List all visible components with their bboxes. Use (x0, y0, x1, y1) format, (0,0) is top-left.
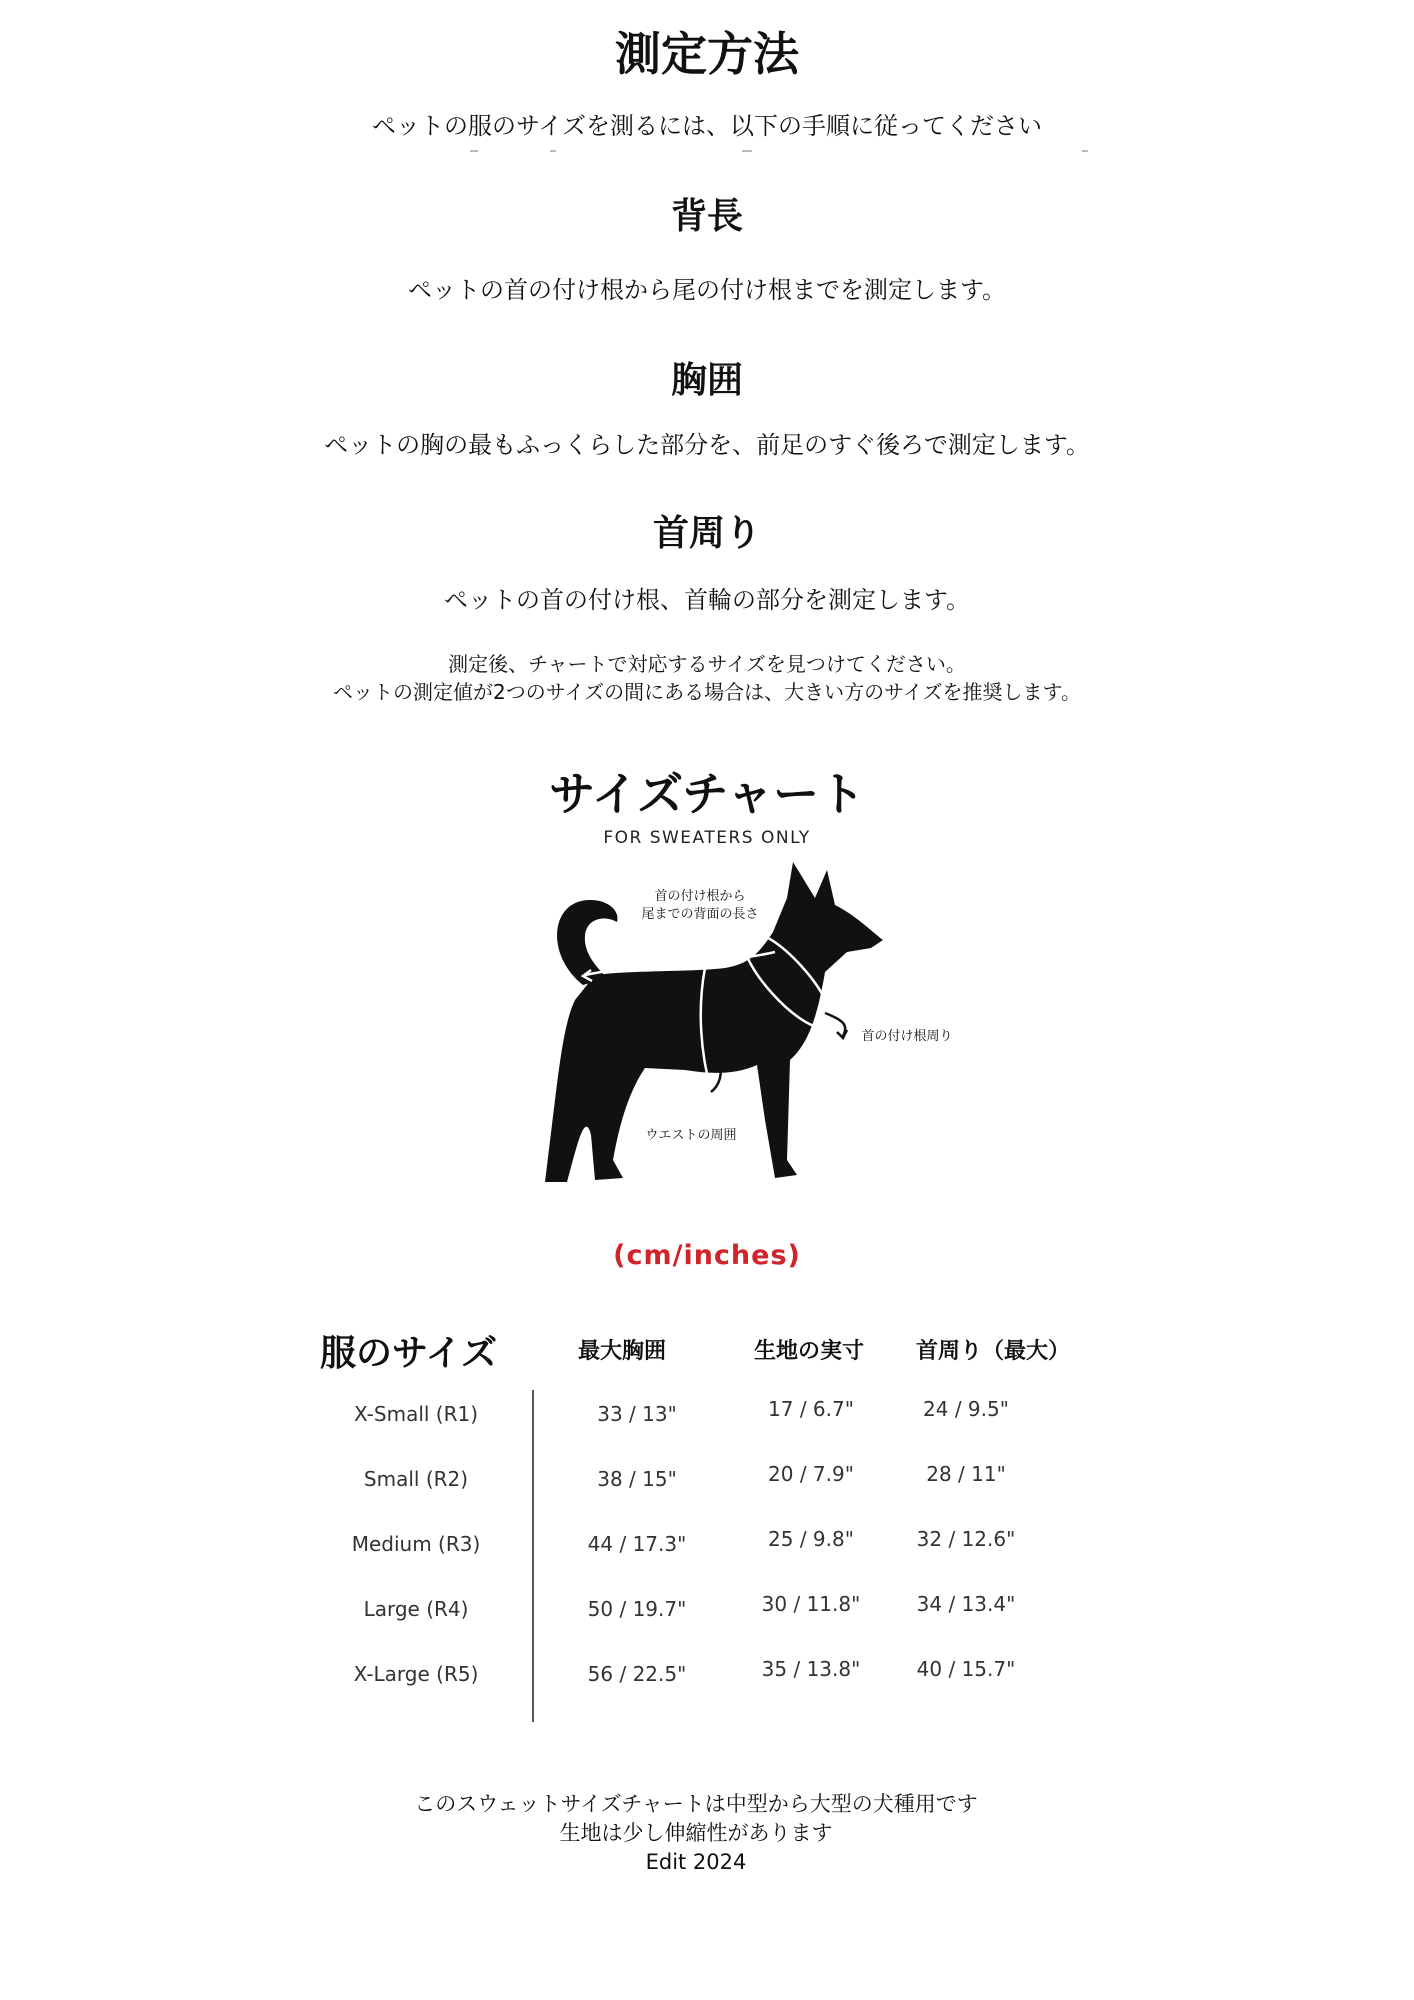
table-cell-neck: 28 / 11" (926, 1462, 1006, 1486)
intro-text: ペットの服のサイズを測るには、以下の手順に従ってください (371, 112, 1043, 140)
table-cell-neck: 40 / 15.7" (916, 1657, 1016, 1681)
dog-label-back-line: 尾までの背面の長さ (641, 907, 759, 922)
table-cell-neck: 24 / 9.5" (923, 1397, 1009, 1421)
table-header-chest: 最大胸囲 (578, 1339, 667, 1364)
table-cell-size: Large (R4) (363, 1597, 469, 1621)
section-heading-chest: 胸囲 (670, 360, 743, 401)
measure-note (0, 650, 1414, 706)
table-cell-chest: 50 / 19.7" (587, 1597, 687, 1621)
table-header-length: 生地の実寸 (754, 1339, 865, 1364)
table-header-neck: 首周り（最大） (916, 1339, 1071, 1364)
table-cell-length: 25 / 9.8" (768, 1527, 854, 1551)
page-title: 測定方法 (615, 27, 799, 81)
dog-label-waist: ウエストの周囲 (645, 1128, 737, 1143)
footer-line: このスウェットサイズチャートは中型から大型の犬種用です (414, 1792, 978, 1816)
table-cell-size: X-Large (R5) (353, 1662, 479, 1686)
table-cell-neck: 32 / 12.6" (916, 1527, 1016, 1551)
table-cell-chest: 38 / 15" (597, 1467, 677, 1491)
section-heading-neck: 首周り (652, 513, 761, 554)
table-cell-length: 17 / 6.7" (768, 1397, 854, 1421)
table-cell-neck: 34 / 13.4" (916, 1592, 1016, 1616)
table-cell-chest: 56 / 22.5" (587, 1662, 687, 1686)
section-text-neck: ペットの首の付け根、首輪の部分を測定します。 (443, 586, 971, 614)
table-cell-length: 35 / 13.8" (761, 1657, 861, 1681)
unit-label: (cm/inches) (613, 1240, 801, 1271)
divider (0, 150, 1414, 152)
table-cell-chest: 44 / 17.3" (587, 1532, 687, 1556)
section-text-back-length: ペットの首の付け根から尾の付け根までを測定します。 (407, 276, 1007, 304)
table-cell-length: 20 / 7.9" (768, 1462, 854, 1486)
footer-line: 生地は少し伸縮性があります (559, 1821, 833, 1845)
table-cell-size: X-Small (R1) (353, 1402, 479, 1426)
dog-label-back-line: 首の付け根から (654, 889, 746, 904)
table-cell-size: Small (R2) (363, 1467, 469, 1491)
section-text-chest: ペットの胸の最もふっくらした部分を、前足のすぐ後ろで測定します。 (324, 431, 1090, 459)
table-cell-length: 30 / 11.8" (761, 1592, 861, 1616)
table-header-size: 服のサイズ (320, 1333, 498, 1374)
measure-note-line: ペットの測定値が2つのサイズの間にある場合は、大きい方のサイズを推奨します。 (333, 680, 1081, 704)
table-divider (532, 1390, 534, 1722)
dog-label-neck: 首の付け根周り (861, 1029, 953, 1044)
table-cell-size: Medium (R3) (351, 1532, 481, 1556)
footer-note (0, 1790, 1392, 1877)
chart-subtitle: FOR SWEATERS ONLY (603, 828, 811, 848)
dog-label-back-length (620, 888, 780, 924)
chart-title: サイズチャート (548, 767, 866, 821)
measure-note-line: 測定後、チャートで対応するサイズを見つけてください。 (448, 652, 966, 676)
table-cell-chest: 33 / 13" (597, 1402, 677, 1426)
section-heading-back-length: 背長 (670, 196, 743, 237)
footer-edition: Edit 2024 (645, 1850, 747, 1874)
